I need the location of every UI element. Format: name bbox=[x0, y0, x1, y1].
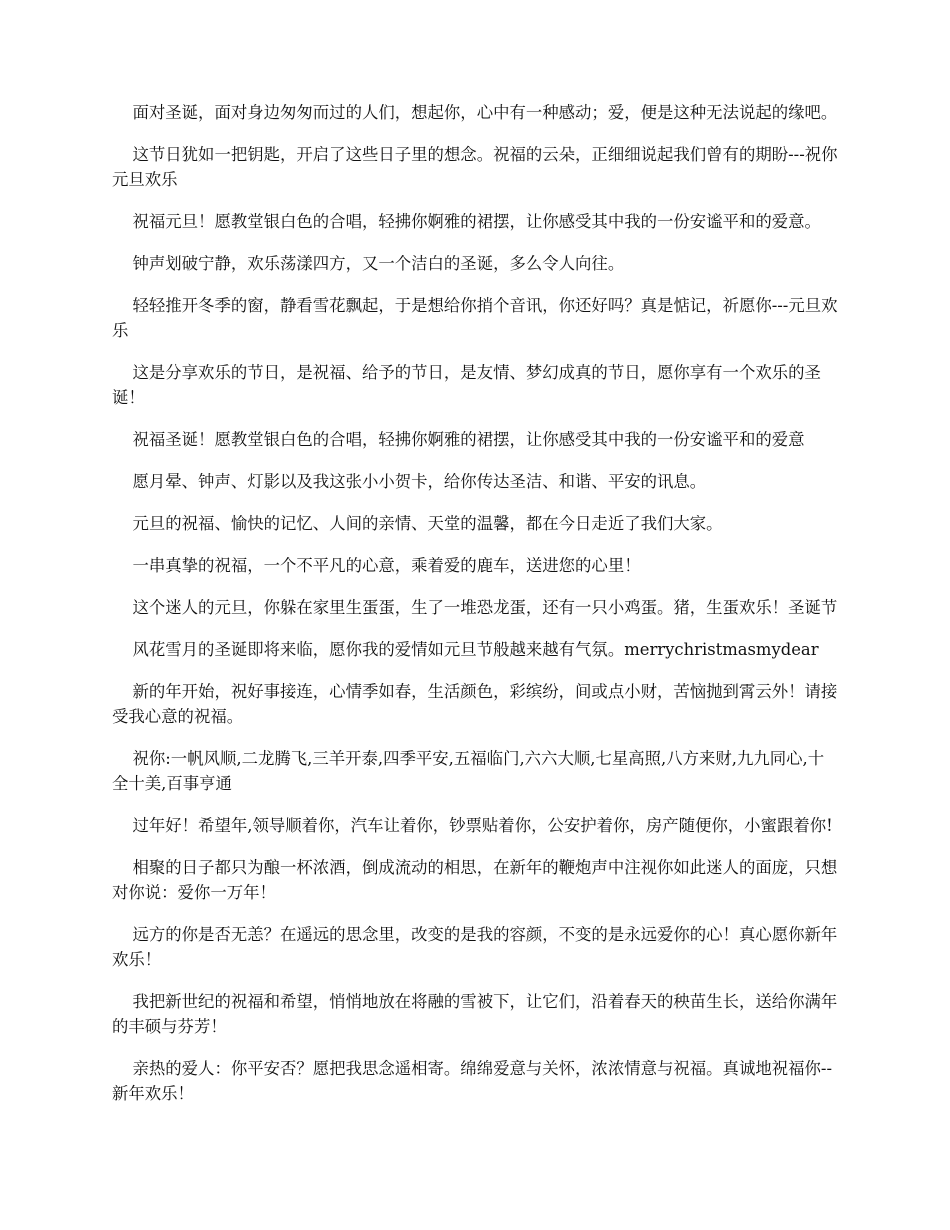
paragraph-1: 面对圣诞，面对身边匆匆而过的人们，想起你，心中有一种感动；爱，便是这种无法说起的缘吧。 bbox=[132, 103, 838, 122]
paragraph-14: 祝你:一帆风顺,二龙腾飞,三羊开泰,四季平安,五福临门,六六大顺,七星高照,八方来财,九九同心,十全十美,百事亨通 bbox=[112, 749, 825, 793]
paragraph-5: 轻轻推开冬季的窗，静看雪花飘起，于是想给你捎个音讯，你还好吗？真是惦记，祈愿你---元旦欢乐 bbox=[112, 296, 838, 340]
paragraph-15: 过年好！希望年,领导顺着你，汽车让着你，钞票贴着你，公安护着你，房产随便你，小蜜跟着你! bbox=[132, 816, 833, 835]
paragraph-11: 这个迷人的元旦，你躲在家里生蛋蛋，生了一堆恐龙蛋，还有一只小鸡蛋。猪，生蛋欢乐！圣诞节 bbox=[132, 598, 838, 617]
paragraph-16: 相聚的日子都只为酿一杯浓酒，倒成流动的相思，在新年的鞭炮声中注视你如此迷人的面庞，只想对你说：爱你一万年！ bbox=[112, 858, 838, 902]
paragraph-2: 这节日犹如一把钥匙，开启了这些日子里的想念。祝福的云朵，正细细说起我们曾有的期盼---祝你元旦欢乐 bbox=[112, 145, 838, 189]
paragraph-13: 新的年开始，祝好事接连，心情季如春，生活颜色，彩缤纷，间或点小财，苦恼抛到霄云外！请接受我心意的祝福。 bbox=[112, 682, 838, 726]
paragraph-8: 愿月晕、钟声、灯影以及我这张小小贺卡，给你传达圣洁、和谐、平安的讯息。 bbox=[132, 472, 707, 491]
paragraph-10: 一串真挚的祝福，一个不平凡的心意，乘着爱的鹿车，送进您的心里！ bbox=[132, 556, 641, 575]
paragraph-17: 远方的你是否无恙？在遥远的思念里，改变的是我的容颜，不变的是永远爱你的心！真心愿你新年欢乐！ bbox=[112, 925, 838, 969]
paragraph-6: 这是分享欢乐的节日，是祝福、给予的节日，是友情、梦幻成真的节日，愿你享有一个欢乐的圣诞！ bbox=[112, 363, 821, 407]
paragraph-4: 钟声划破宁静，欢乐荡漾四方，又一个洁白的圣诞，多么令人向往。 bbox=[132, 254, 625, 273]
paragraph-18: 我把新世纪的祝福和希望，悄悄地放在将融的雪被下，让它们，沿着春天的秧苗生长，送给你满年的丰硕与芬芳！ bbox=[112, 992, 838, 1036]
paragraph-3: 祝福元旦！愿教堂银白色的合唱，轻拂你婀雅的裙摆，让你感受其中我的一份安谧平和的爱意。 bbox=[132, 212, 821, 231]
paragraph-19: 亲热的爱人：你平安否？愿把我思念遥相寄。绵绵爱意与关怀，浓浓情意与祝福。真诚地祝福你--新年欢乐！ bbox=[112, 1059, 832, 1103]
document-page bbox=[112, 100, 840, 1123]
paragraph-12: 风花雪月的圣诞即将来临，愿你我的爱情如元旦节般越来越有气氛。merrychristmasmydear bbox=[132, 640, 819, 659]
paragraph-9: 元旦的祝福、愉快的记忆、人间的亲情、天堂的温馨，都在今日走近了我们大家。 bbox=[132, 514, 723, 533]
paragraph-7: 祝福圣诞！愿教堂银白色的合唱，轻拂你婀雅的裙摆，让你感受其中我的一份安谧平和的爱意 bbox=[132, 430, 805, 449]
